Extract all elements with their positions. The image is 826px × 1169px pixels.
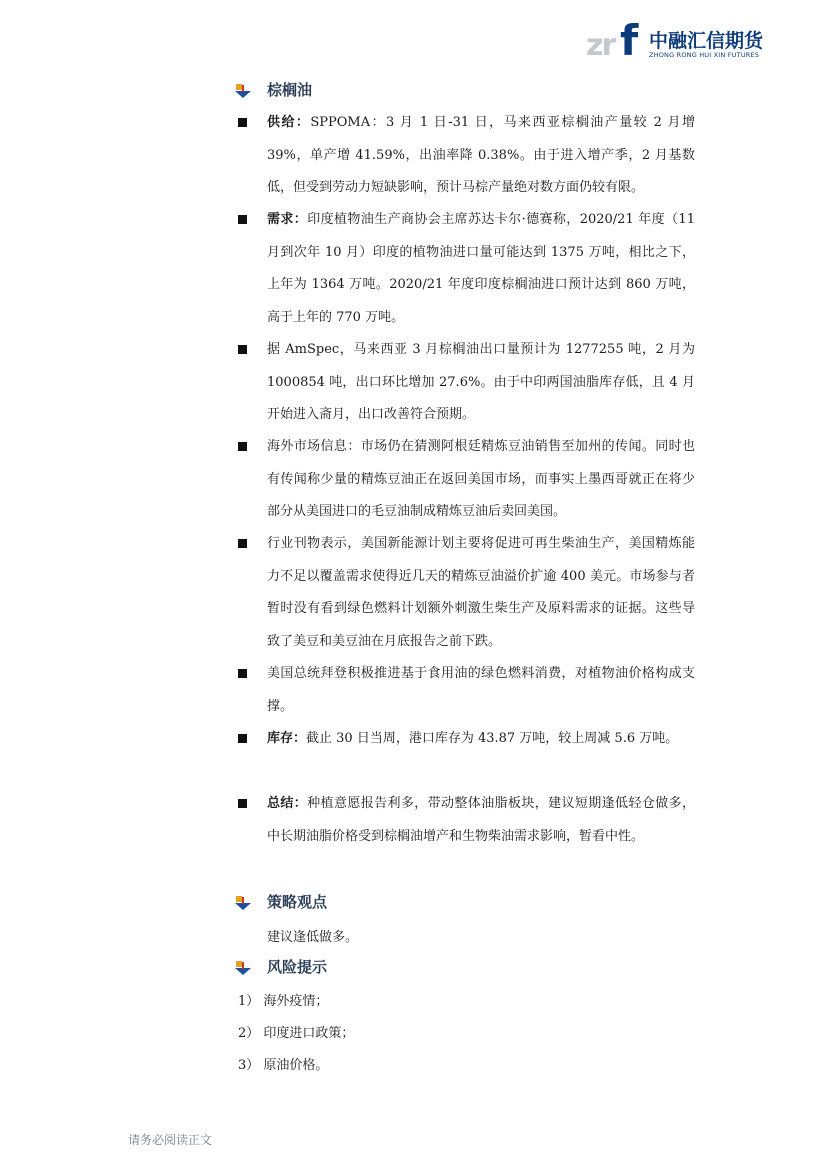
- list-item: [235, 107, 695, 205]
- list-item: [235, 788, 695, 853]
- square-bullet-icon: [238, 669, 247, 678]
- item-label: 需求：: [267, 212, 308, 227]
- list-item: [235, 334, 695, 432]
- section-title: 风险提示: [267, 958, 328, 976]
- square-bullet-icon: [238, 539, 247, 548]
- item-text: 截止 30 日当周，港口库存为 43.87 万吨，较上周减 5.6 万吨。: [306, 731, 679, 746]
- square-bullet-icon: [238, 734, 247, 743]
- section-title: 策略观点: [267, 893, 328, 911]
- item-text: 种植意愿报告利多，带动整体油脂板块，建议短期逢低轻仓做多，中长期油脂价格受到棕榈油增产和生物柴油需求影响，暂看中性。: [267, 796, 695, 844]
- strategy-text: 建议逢低做多。: [267, 930, 359, 945]
- section-title: 棕榈油: [267, 81, 313, 99]
- list-item: [235, 204, 695, 334]
- square-bullet-icon: [238, 345, 247, 354]
- section-bullet-icon: [235, 84, 251, 98]
- list-item: [235, 528, 695, 658]
- square-bullet-icon: [238, 799, 247, 808]
- square-bullet-icon: [238, 215, 247, 224]
- list-item: [235, 658, 695, 723]
- list-item: [235, 723, 695, 756]
- item-text: 海外市场信息：市场仍在猜测阿根廷精炼豆油销售至加州的传闻。同时也有传闻称少量的精炼豆油正在返回美国市场，而事实上墨西哥就正在将少部分从美国进口的毛豆油制成精炼豆油后卖回美国。: [267, 439, 695, 519]
- item-text: 据 AmSpec，马来西亚 3 月棕榈油出口量预计为 1277255 吨，2 月为 1000854 吨，出口环比增加 27.6%。由于中印两国油脂库存低，且 4 月开始进入斋月，出口改善符合预期。: [267, 342, 695, 422]
- risk-item: 1） 海外疫情；: [238, 994, 329, 1009]
- item-label: 供给：: [267, 115, 311, 130]
- square-bullet-icon: [238, 118, 247, 127]
- logo-mark-zr: zr: [586, 28, 615, 63]
- item-label: 总结：: [267, 796, 308, 811]
- section-bullet-icon: [235, 896, 251, 910]
- item-text: 行业刊物表示，美国新能源计划主要将促进可再生柴油生产，美国精炼能力不足以覆盖需求使得近几天的精炼豆油溢价扩逾 400 美元。市场参与者暂时没有看到绿色燃料计划额外刺激生柴生产及原料需求的证据。这些导致了美豆和美豆油在月底报告之前下跌。: [267, 536, 695, 649]
- company-logo: [586, 18, 776, 64]
- section-bullet-icon: [235, 961, 251, 975]
- item-text: SPPOMA：3 月 1 日-31 日，马来西亚棕榈油产量较 2 月增 39%，单产增 41.59%，出油率降 0.38%。由于进入增产季，2 月基数低，但受到劳动力短缺影响，预计马棕产量绝对数方面仍较有限。: [267, 115, 695, 195]
- item-text: 美国总统拜登积极推进基于食用油的绿色燃料消费，对植物油价格构成支撑。: [267, 666, 695, 714]
- list-item: [235, 431, 695, 529]
- footer-note: 请务必阅读正文: [128, 1133, 213, 1147]
- risk-item: 3） 原油价格。: [238, 1058, 329, 1073]
- item-label: 库存：: [267, 731, 307, 746]
- item-text: 印度植物油生产商协会主席苏达卡尔·德赛称，2020/21 年度（11 月到次年 10 月）印度的植物油进口量可能达到 1375 万吨，相比之下，上年为 1364 万吨。2020/21 年度印度棕榈油进口预计达到 860 万吨，高于上年的 770 万吨。: [267, 212, 695, 325]
- company-name-cn: 中融汇信期货: [649, 30, 764, 52]
- square-bullet-icon: [238, 442, 247, 451]
- risk-item: 2） 印度进口政策；: [238, 1026, 355, 1041]
- company-name-en: ZHONG RONG HUI XIN FUTURES: [649, 51, 760, 59]
- logo-mark-f: f: [620, 16, 639, 65]
